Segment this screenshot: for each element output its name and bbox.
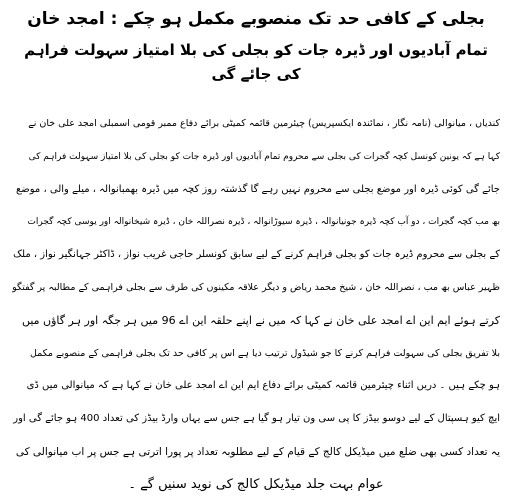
body-line: کہا ہے کہ یونین کونسل کچہ گجرات کی بجلی سے محروم تمام آبادیوں اور ڈیرہ جات کو بجلی کی بلا امتیاز سہولت فراہم کی	[28, 151, 500, 162]
body-line: جائے گی کوئی ڈیرہ اور موضع بجلی سے محروم نہیں رہے گا گذشتہ روز کچہ میں ڈیرہ بھمبانوالہ ، میلے والی ، موضع	[15, 183, 500, 195]
headline: بجلی کے کافی حد تک منصوبے مکمل ہو چکے : امجد خان	[27, 9, 485, 29]
body-line: ایچ کیو ہسپتال کے لیے دوسو بیڈز کا پی سی ون تیار ہو گیا ہے جس سے یہاں وارڈ بیڈز کی تعداد 400 ہو جائے گی اور	[13, 413, 500, 425]
body-line: بلا تفریق بجلی کی سہولت فراہم کرنے کا جو شیڈول ترتیب دیا ہے اس پر کافی حد تک بجلی فراہمی کے منصوبے مکمل	[29, 347, 500, 359]
body-line: بھ مب کچہ گجرات ، دو آب کچہ ڈیرہ جونیانوالہ ، ڈیرہ سیوڑانوالہ ، ڈیرہ نصراللہ خان ، ڈیرہ شیخانوالہ اور یوسی کچہ گجرات	[27, 217, 500, 228]
body-line: ظہیر عباس بھ مب ، نصراللہ خان ، شیخ محمد ریاض و دیگر علاقہ مکینوں کی طرف سے بجلی فراہمی کے مطالبہ پر گفتگو	[12, 281, 500, 293]
article-body	[12, 108, 500, 502]
body-line: کرتے ہوئے ایم این اے امجد علی خان نے کہا کہ میں نے اپنے حلقہ این اے 96 میں ہر جگہ اور ہر گاؤں میں	[21, 313, 500, 327]
body-line: کے بجلی سے محروم ڈیرہ جات کو بجلی فراہم کرنے کے لیے سابق کونسلر حاجی غریب نواز ، ڈاکٹر جہانگیر نواز ، ملک	[13, 249, 500, 261]
body-line: یہ تعداد کسی بھی ضلع میں میڈیکل کالج کے قیام کے لیے مطلوبہ تعداد پر پورا اترتی ہے جس پر اب میانوالی کی	[15, 445, 500, 458]
subheadline: تمام آبادیوں اور ڈیرہ جات کو بجلی کی بلا امتیاز سہولت فراہم کی جائے گی	[24, 41, 488, 83]
body-line: عوام بہت جلد میڈیکل کالج کی نوید سنیں گے ۔	[128, 476, 384, 492]
body-line: کندیاں ، میانوالی (نامہ نگار ، نمائندہ ایکسپریس) چیئرمین قائمہ کمیٹی برائے دفاع ممبر قومی اسمبلی امجد علی خان نے	[28, 118, 500, 129]
body-line: ہو چکے ہیں ۔ دریں اثناء چیئرمین قائمہ کمیٹی برائے دفاع ایم این اے امجد علی خان نے کہا ہے کہ میانوالی میں ڈی	[26, 380, 500, 392]
